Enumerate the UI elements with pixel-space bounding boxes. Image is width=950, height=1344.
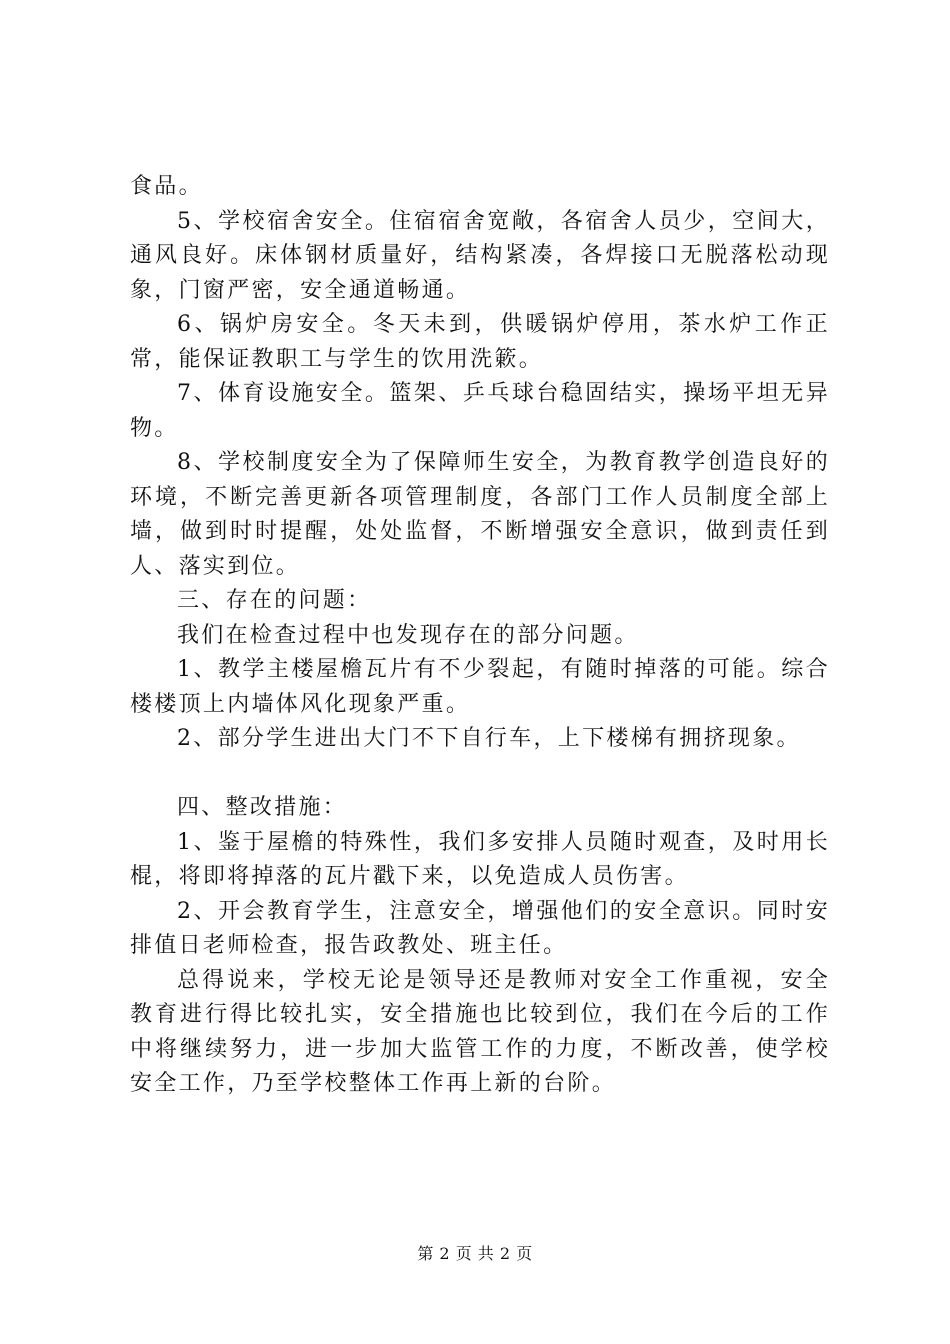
page-number-footer: 第 2 页 共 2 页 (417, 1244, 533, 1263)
paragraph-measure-2: 2、开会教育学生，注意安全，增强他们的安全意识。同时安排值日老师检查，报告政教处、班主任。 (130, 898, 830, 958)
blank-line (130, 757, 830, 792)
paragraph-problem-1: 1、教学主楼屋檐瓦片有不少裂起，有随时掉落的可能。综合楼楼顶上内墙体风化现象严重。 (130, 657, 830, 717)
paragraph-measure-1: 1、鉴于屋檐的特殊性，我们多安排人员随时观查，及时用长棍，将即将掉落的瓦片戳下来，以免造成人员伤害。 (130, 829, 830, 889)
section-heading-problems: 三、存在的问题： (177, 588, 372, 613)
paragraph-sports-facility-safety: 7、体育设施安全。篮架、乒乓球台稳固结实，操场平坦无异物。 (130, 381, 830, 441)
paragraph-dormitory-safety: 5、学校宿舍安全。住宿宿舍宽敞，各宿舍人员少，空间大，通风良好。床体钢材质量好，结构紧凑，各焊接口无脱落松动现象，门窗严密，安全通道畅通。 (130, 208, 830, 303)
paragraph-system-safety: 8、学校制度安全为了保障师生安全，为教育教学创造良好的环境，不断完善更新各项管理制度，各部门工作人员制度全部上墙，做到时时提醒，处处监督，不断增强安全意识，做到责任到人、落实到位。 (130, 450, 830, 579)
document-body (130, 170, 830, 1102)
paragraph-continuation: 食品。 (130, 174, 203, 199)
section-heading-measures: 四、整改措施： (177, 795, 348, 820)
paragraph-summary: 总得说来，学校无论是领导还是教师对安全工作重视，安全教育进行得比较扎实，安全措施也比较到位，我们在今后的工作中将继续努力，进一步加大监管工作的力度，不断改善，使学校安全工作，乃至学校整体工作再上新的台阶。 (130, 967, 830, 1096)
paragraph-boiler-room-safety: 6、锅炉房安全。冬天未到，供暖锅炉停用，茶水炉工作正常，能保证教职工与学生的饮用洗簌。 (130, 312, 830, 372)
paragraph-problem-2: 2、部分学生进出大门不下自行车，上下楼梯有拥挤现象。 (177, 726, 801, 751)
paragraph-problems-intro: 我们在检查过程中也发现存在的部分问题。 (177, 622, 639, 648)
